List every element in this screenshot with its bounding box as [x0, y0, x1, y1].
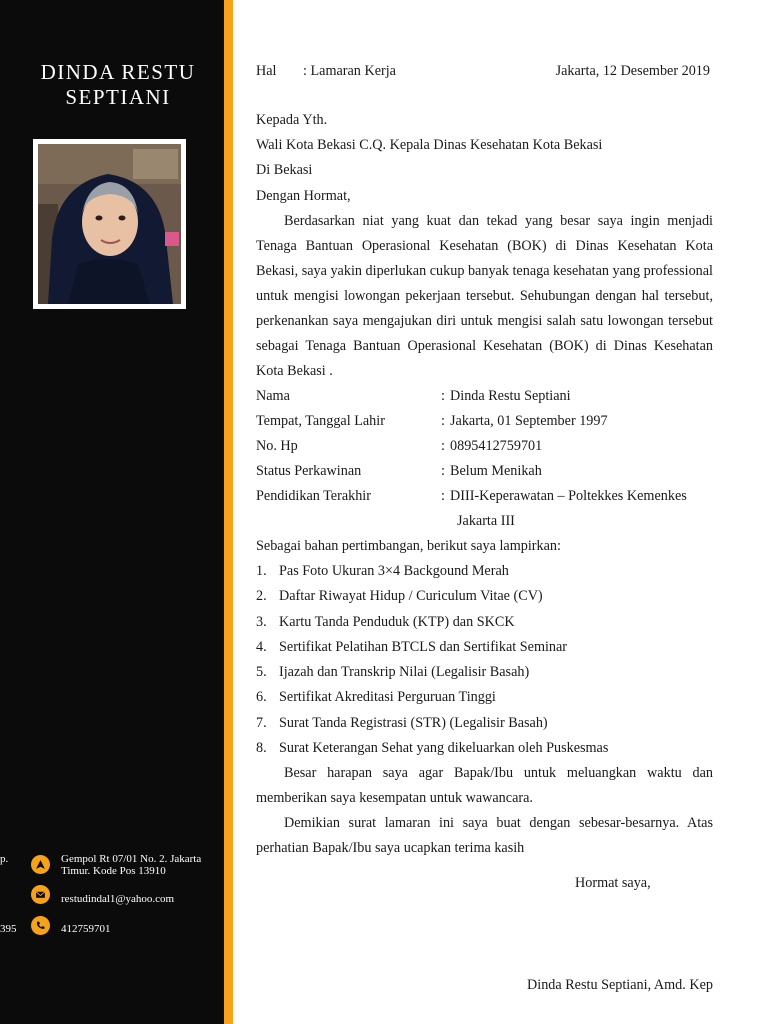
field-education-cont	[256, 509, 713, 534]
subject-label: Hal	[256, 63, 277, 79]
list-item: 8. Surat Keterangan Sehat yang dikeluarkan oleh Puskesmas	[256, 740, 609, 757]
subject-value: : Lamaran Kerja	[303, 63, 396, 79]
letter-body	[256, 59, 713, 861]
closing-salutation: Hormat saya,	[575, 875, 651, 891]
field-label: No. Hp	[256, 438, 298, 454]
field-education: Pendidikan Terakhir : DIII-Keperawatan – Poltekkes Kemenkes	[256, 484, 713, 509]
location-icon	[31, 855, 50, 874]
contact-email	[0, 884, 224, 912]
hope-paragraph: Besar harapan saya agar Bapak/Ibu untuk meluangkan waktu dan memberikan saya kesempatan untuk wawancara.	[256, 765, 713, 807]
list-item: 1. Pas Foto Ukuran 3×4 Backgound Merah	[256, 563, 509, 579]
email-icon	[31, 885, 50, 904]
recipient-line-2: Wali Kota Bekasi C.Q. Kepala Dinas Kesehatan Kota Bekasi	[256, 137, 603, 153]
list-item: 5. Ijazah dan Transkrip Nilai (Legalisir Basah)	[256, 664, 530, 681]
field-label: Nama	[256, 388, 290, 404]
list-item: 6. Sertifikat Akreditasi Perguruan Tinggi	[256, 689, 496, 706]
letter-date: Jakarta, 12 Desember 2019	[555, 63, 710, 79]
field-value: Belum Menikah	[450, 463, 542, 479]
field-value-cont: Jakarta III	[457, 513, 515, 529]
accent-bar	[224, 0, 233, 1024]
field-value: 0895412759701	[450, 438, 543, 454]
list-item: 3. Kartu Tanda Penduduk (KTP) dan SKCK	[256, 613, 515, 630]
profile-photo	[38, 144, 181, 304]
field-phone: No. Hp : 0895412759701	[256, 434, 713, 459]
recipient-line-1: Kepada Yth.	[256, 112, 328, 128]
phone-icon	[31, 916, 50, 935]
contact-phone-prefix: 395	[0, 923, 17, 935]
contact-phone-text: 412759701	[61, 923, 111, 935]
contact-phone	[0, 914, 224, 942]
list-item: 2. Daftar Riwayat Hidup / Curiculum Vitae (CV)	[256, 588, 543, 605]
name-line-2: SEPTIANI	[65, 85, 171, 109]
field-label: Status Perkawinan	[256, 463, 362, 479]
field-name: Nama : Dinda Restu Septiani	[256, 384, 713, 409]
attachments-intro: Sebagai bahan pertimbangan, berikut saya lampirkan:	[256, 538, 561, 554]
field-birth: Tempat, Tanggal Lahir : Jakarta, 01 September 1997	[256, 409, 713, 434]
field-label: Tempat, Tanggal Lahir	[256, 413, 385, 429]
signature-name: Dinda Restu Septiani, Amd. Kep	[527, 977, 713, 993]
field-value: Jakarta, 01 September 1997	[450, 413, 608, 429]
recipient-line-3: Di Bekasi	[256, 162, 313, 178]
name-line-1: DINDA RESTU	[40, 60, 196, 84]
closing-paragraph: Demikian surat lamaran ini saya buat dengan sebesar-besarnya. Atas perhatian Bapak/Ibu saya ucapkan terima kasih	[256, 815, 713, 857]
field-marital: Status Perkawinan : Belum Menikah	[256, 459, 713, 484]
field-value: Dinda Restu Septiani	[450, 388, 571, 404]
contact-address-prefix: p.	[0, 853, 9, 865]
greeting: Dengan Hormat,	[256, 188, 351, 204]
photo-frame	[33, 139, 186, 309]
letter-header	[256, 59, 713, 84]
field-value: DIII-Keperawatan – Poltekkes Kemenkes	[450, 488, 687, 504]
applicant-name	[0, 60, 236, 110]
contact-address-text: Gempol Rt 07/01 No. 2. Jakarta Timur. Kode Pos 13910	[61, 853, 202, 877]
list-item: 4. Sertifikat Pelatihan BTCLS dan Sertifikat Seminar	[256, 638, 568, 655]
intro-paragraph: Berdasarkan niat yang kuat dan tekad yang besar saya ingin menjadi Tenaga Bantuan Operasional Kesehatan (BOK) di Dinas Kesehatan Kota Bekasi, saya yakin diperlukan cukup banyak tenaga kesehatan yang professional untuk mengisi lowongan pekerjaan tersebut. Sehubungan dengan hal tersebut, perkenankan saya mengajukan diri untuk mengisi salah satu lowongan tersebut sebagai Tenaga Bantuan Operasional Kesehatan (BOK) di Dinas Kesehatan Kota Bekasi .	[256, 213, 713, 379]
list-item: 7. Surat Tanda Registrasi (STR) (Legalisir Basah)	[256, 714, 548, 731]
field-label: Pendidikan Terakhir	[256, 488, 371, 504]
contact-address	[0, 851, 224, 879]
contact-email-text[interactable]: restudindal1@yahoo.com	[61, 893, 175, 905]
profile-photo-image	[38, 144, 181, 304]
